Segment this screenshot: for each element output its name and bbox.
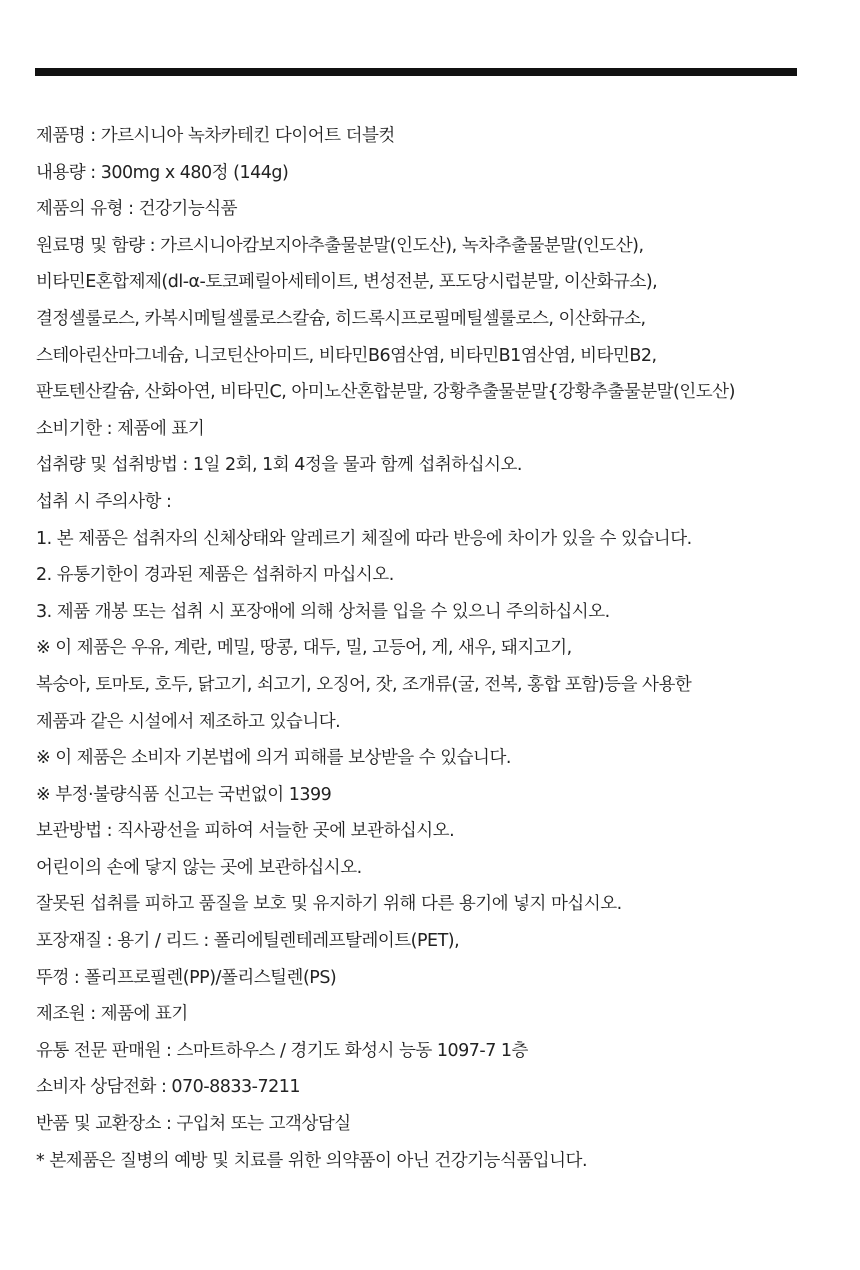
ingredients-line: 스테아린산마그네슘, 니코틴산아미드, 비타민B6염산염, 비타민B1염산염, 비타민B2,: [36, 345, 657, 366]
top-divider: [35, 68, 797, 76]
product-info-list: [36, 118, 836, 1179]
product-type-line: 제품의 유형 : 건강기능식품: [36, 199, 238, 220]
manufacturer-line: 제조원 : 제품에 표기: [36, 1004, 188, 1025]
ingredients-line: 원료명 및 함량 : 가르시니아캄보지아추출물분말(인도산), 녹차추출물분말(인도산),: [36, 235, 644, 256]
caution-line: 2. 유통기한이 경과된 제품은 섭취하지 마십시오.: [36, 565, 394, 586]
storage-line: 잘못된 섭취를 피하고 품질을 보호 및 유지하기 위해 다른 용기에 넣지 마십시오.: [36, 894, 622, 915]
packaging-line: 포장재질 : 용기 / 리드 : 폴리에틸렌테레프탈레이트(PET),: [36, 931, 460, 952]
compensation-notice-line: ※ 이 제품은 소비자 기본법에 의거 피해를 보상받을 수 있습니다.: [36, 748, 511, 769]
packaging-line: 뚜껑 : 폴리프로필렌(PP)/폴리스틸렌(PS): [36, 967, 337, 988]
allergen-notice-line: ※ 이 제품은 우유, 계란, 메밀, 땅콩, 대두, 밀, 고등어, 게, 새우, 돼지고기,: [36, 638, 572, 659]
report-notice-line: ※ 부정·불량식품 신고는 국번없이 1399: [36, 784, 332, 805]
caution-line: 3. 제품 개봉 또는 섭취 시 포장애에 의해 상처를 입을 수 있으니 주의하십시오.: [36, 601, 610, 622]
distributor-line: 유통 전문 판매원 : 스마트하우스 / 경기도 화성시 능동 1097-7 1층: [36, 1040, 528, 1061]
intake-method-line: 섭취량 및 섭취방법 : 1일 2회, 1회 4정을 물과 함께 섭취하십시오.: [36, 455, 522, 476]
disclaimer-line: * 본제품은 질병의 예방 및 치료를 위한 의약품이 아닌 건강기능식품입니다.: [36, 1150, 588, 1171]
allergen-notice-line: 복숭아, 토마토, 호두, 닭고기, 쇠고기, 오징어, 잣, 조개류(굴, 전복, 홍합 포함)등을 사용한: [36, 674, 692, 695]
expiry-line: 소비기한 : 제품에 표기: [36, 418, 205, 439]
cautions-heading: 섭취 시 주의사항 :: [36, 491, 172, 512]
storage-line: 보관방법 : 직사광선을 피하여 서늘한 곳에 보관하십시오.: [36, 821, 455, 842]
ingredients-line: 비타민E혼합제제(dl-α-토코페릴아세테이트, 변성전분, 포도당시럽분말, 이산화규소),: [36, 272, 658, 293]
content-amount-line: 내용량 : 300mg x 480정 (144g): [36, 162, 289, 183]
ingredients-line: 결정셀룰로스, 카복시메틸셀룰로스칼슘, 히드록시프로필메틸셀룰로스, 이산화규소,: [36, 308, 646, 329]
caution-line: 1. 본 제품은 섭취자의 신체상태와 알레르기 체질에 따라 반응에 차이가 있을 수 있습니다.: [36, 528, 692, 549]
product-name-line: 제품명 : 가르시니아 녹차카테킨 다이어트 더블컷: [36, 126, 395, 146]
allergen-notice-line: 제품과 같은 시설에서 제조하고 있습니다.: [36, 711, 341, 732]
ingredients-line: 판토텐산칼슘, 산화아연, 비타민C, 아미노산혼합분말, 강황추출물분말{강황추출물분말(인도산): [36, 382, 735, 403]
storage-line: 어린이의 손에 닿지 않는 곳에 보관하십시오.: [36, 857, 362, 878]
consumer-phone-line: 소비자 상담전화 : 070-8833-7211: [36, 1077, 301, 1098]
return-place-line: 반품 및 교환장소 : 구입처 또는 고객상담실: [36, 1114, 351, 1135]
